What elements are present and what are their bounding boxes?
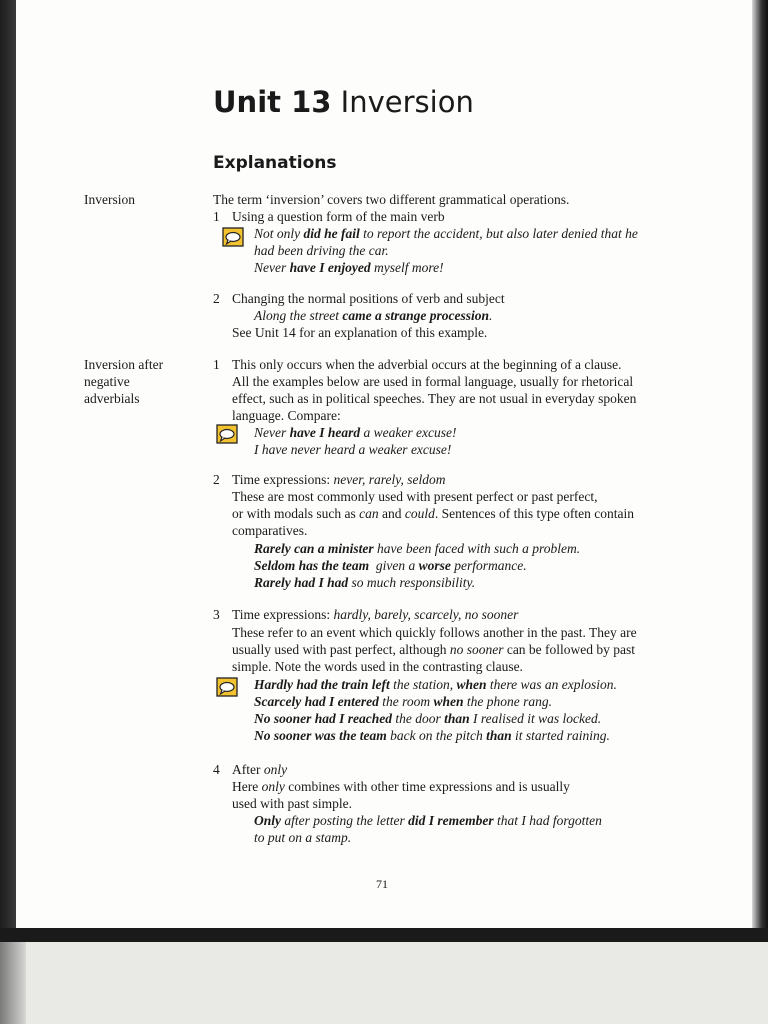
example-sentence-cont: to put on a stamp. xyxy=(254,830,352,845)
page-shadow-right xyxy=(752,0,768,940)
paragraph-line: comparatives. xyxy=(232,523,308,538)
page-bottom-edge xyxy=(0,928,768,942)
example-sentence: Only after posting the letter did I remember that I had forgotten xyxy=(254,813,602,828)
speech-bubble-icon[interactable] xyxy=(216,424,238,444)
item-heading: Time expressions: never, rarely, seldom xyxy=(232,472,446,487)
item-number: 1 xyxy=(213,357,220,372)
unit-label: Unit 13 xyxy=(213,85,332,119)
intro-text: The term ‘inversion’ covers two different grammatical operations. xyxy=(213,192,570,207)
sidebar-label-negative-adverbials xyxy=(84,356,163,407)
facing-page-scrap xyxy=(0,942,768,1024)
example-sentence: No sooner had I reached the door than I realised it was locked. xyxy=(254,711,602,726)
example-sentence: I have never heard a weaker excuse! xyxy=(254,442,452,457)
example-sentence: Scarcely had I entered the room when the phone rang. xyxy=(254,694,552,709)
example-sentence: Rarely can a minister have been faced with such a problem. xyxy=(254,541,581,556)
paragraph-line: or with modals such as can and could. Sentences of this type often contain xyxy=(232,506,634,521)
cross-reference: See Unit 14 for an explanation of this example. xyxy=(232,325,488,340)
page-title xyxy=(213,84,474,120)
paragraph-line: simple. Note the words used in the contrasting clause. xyxy=(232,659,523,674)
item-text: Changing the normal positions of verb and subject xyxy=(232,291,505,306)
example-sentence: Never have I enjoyed myself more! xyxy=(254,260,444,275)
paragraph-line: effect, such as in political speeches. They are not usual in everyday spoken xyxy=(232,391,637,406)
speech-bubble-icon[interactable] xyxy=(222,227,244,247)
example-sentence: Never have I heard a weaker excuse! xyxy=(254,425,457,440)
paragraph-line: These are most commonly used with present perfect or past perfect, xyxy=(232,489,598,504)
example-sentence: Seldom has the team given a worse performance. xyxy=(254,558,527,573)
sidebar-label-inversion: Inversion xyxy=(84,192,135,207)
unit-topic: Inversion xyxy=(340,85,474,119)
item-number: 2 xyxy=(213,472,220,487)
item-number: 3 xyxy=(213,607,220,622)
speech-bubble-icon[interactable] xyxy=(216,677,238,697)
paragraph-line: These refer to an event which quickly follows another in the past. They are xyxy=(232,625,637,640)
item-text: Using a question form of the main verb xyxy=(232,209,445,224)
item-heading: After only xyxy=(232,762,288,777)
item-number: 4 xyxy=(213,762,220,777)
example-sentence-cont: had been driving the car. xyxy=(254,243,389,258)
page-number: 71 xyxy=(376,877,388,891)
page-shadow-left xyxy=(0,0,16,928)
item-number: 2 xyxy=(213,291,220,306)
sidebar-line: adverbials xyxy=(84,391,140,406)
paragraph-line: usually used with past perfect, although no sooner can be followed by past xyxy=(232,642,636,657)
paragraph-line: used with past simple. xyxy=(232,796,352,811)
example-sentence: Hardly had the train left the station, when there was an explosion. xyxy=(254,677,617,692)
example-sentence: Along the street came a strange procession. xyxy=(254,308,493,323)
example-sentence: Rarely had I had so much responsibility. xyxy=(254,575,476,590)
example-sentence: No sooner was the team back on the pitch than it started raining. xyxy=(254,728,610,743)
item-heading: Time expressions: hardly, barely, scarcely, no sooner xyxy=(232,607,519,622)
item-number: 1 xyxy=(213,209,220,224)
example-sentence: Not only did he fail to report the accident, but also later denied that he xyxy=(254,226,638,241)
paragraph-line: All the examples below are used in formal language, usually for rhetorical xyxy=(232,374,634,389)
paragraph-line: language. Compare: xyxy=(232,408,341,423)
paragraph-line: This only occurs when the adverbial occurs at the beginning of a clause. xyxy=(232,357,622,372)
section-heading: Explanations xyxy=(213,153,337,173)
sidebar-line: Inversion after xyxy=(84,357,164,372)
sidebar-line: negative xyxy=(84,374,130,389)
paragraph-line: Here only combines with other time expressions and is usually xyxy=(232,779,570,794)
